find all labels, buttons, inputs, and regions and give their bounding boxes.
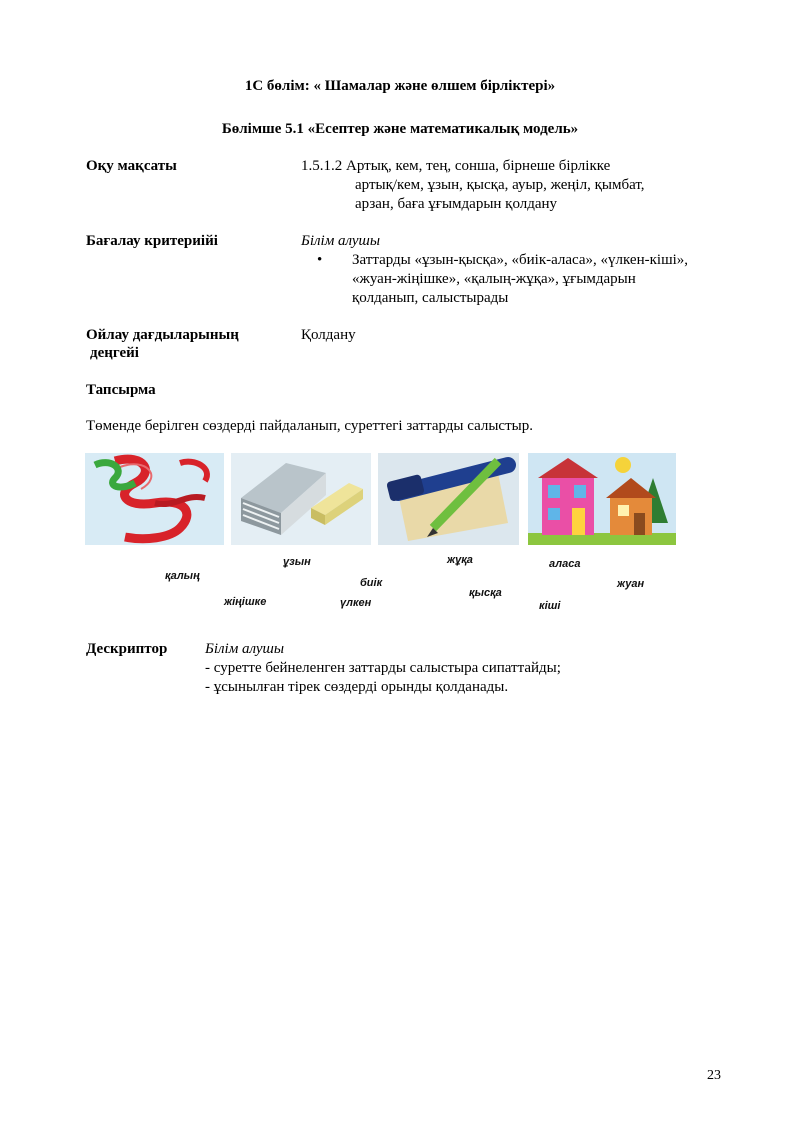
word-tall: биік: [360, 577, 383, 589]
pencil-icon: [378, 453, 519, 545]
word-thick: қалың: [165, 570, 200, 582]
thinking-value: Қолдану: [301, 327, 356, 343]
subsection-title: Бөлімше 5.1 «Есептер және математикалық модель»: [221, 121, 579, 137]
descriptor-learner: Білім алушы: [205, 641, 285, 657]
word-big: үлкен: [340, 597, 372, 609]
criteria-bullet-item: [318, 251, 738, 308]
objectives-line-2: артық/кем, ұзын, қысқа, ауыр, жеңіл, қымбат,: [355, 177, 645, 193]
criteria-label: Бағалау критериійі: [86, 233, 218, 249]
descriptor-item-1: - суретте бейнеленген заттарды салыстыра сипаттайды;: [205, 660, 561, 676]
criteria-line-2: «жуан-жіңішке», «қалың-жұқа», ұғымдарын: [352, 271, 636, 287]
house-icon: [528, 453, 676, 545]
ribbon-picture: [85, 453, 224, 545]
criteria-learner: Білім алушы: [301, 233, 381, 249]
word-short: қысқа: [469, 587, 502, 599]
word-low: аласа: [549, 558, 581, 570]
word-long: ұзын: [283, 556, 311, 568]
descriptor-item-2: - ұсынылған тірек сөздерді орынды қолданады.: [205, 679, 509, 695]
word-slim: жұқа: [447, 554, 473, 566]
objectives-line-3: арзан, баға ұғымдарын қолдану: [355, 196, 558, 212]
thinking-label-line-1: Ойлау дағдыларының: [86, 327, 239, 343]
descriptor-label: Дескриптор: [86, 641, 168, 657]
word-fat: жуан: [617, 578, 645, 590]
criteria-line-1: Заттарды «ұзын-қысқа», «биік-аласа», «үлкен-кіші»,: [352, 252, 689, 268]
word-thin: жіңішке: [224, 596, 267, 608]
pens-picture: [378, 453, 519, 545]
task-label: Тапсырма: [86, 382, 156, 398]
objectives-label: Оқу мақсаты: [86, 158, 177, 174]
page-number: 23: [707, 1068, 721, 1083]
houses-picture: [528, 453, 676, 545]
thinking-label-line-2: деңгейі: [90, 345, 139, 361]
task-instruction: Төменде берілген сөздерді пайдаланып, суреттегі заттарды салыстыр.: [86, 418, 533, 434]
section-title: 1С бөлім: « Шамалар және өлшем бірліктері»: [244, 78, 556, 94]
ribbon-icon: [85, 453, 224, 545]
bullet-icon: •: [317, 252, 323, 268]
objectives-line-1: 1.5.1.2 Артық, кем, тең, сонша, бірнеше бірлікке: [301, 158, 611, 174]
criteria-line-3: қолданып, салыстырады: [352, 290, 509, 306]
book-icon: [231, 453, 371, 545]
word-small: кіші: [539, 600, 561, 612]
books-picture: [231, 453, 371, 545]
